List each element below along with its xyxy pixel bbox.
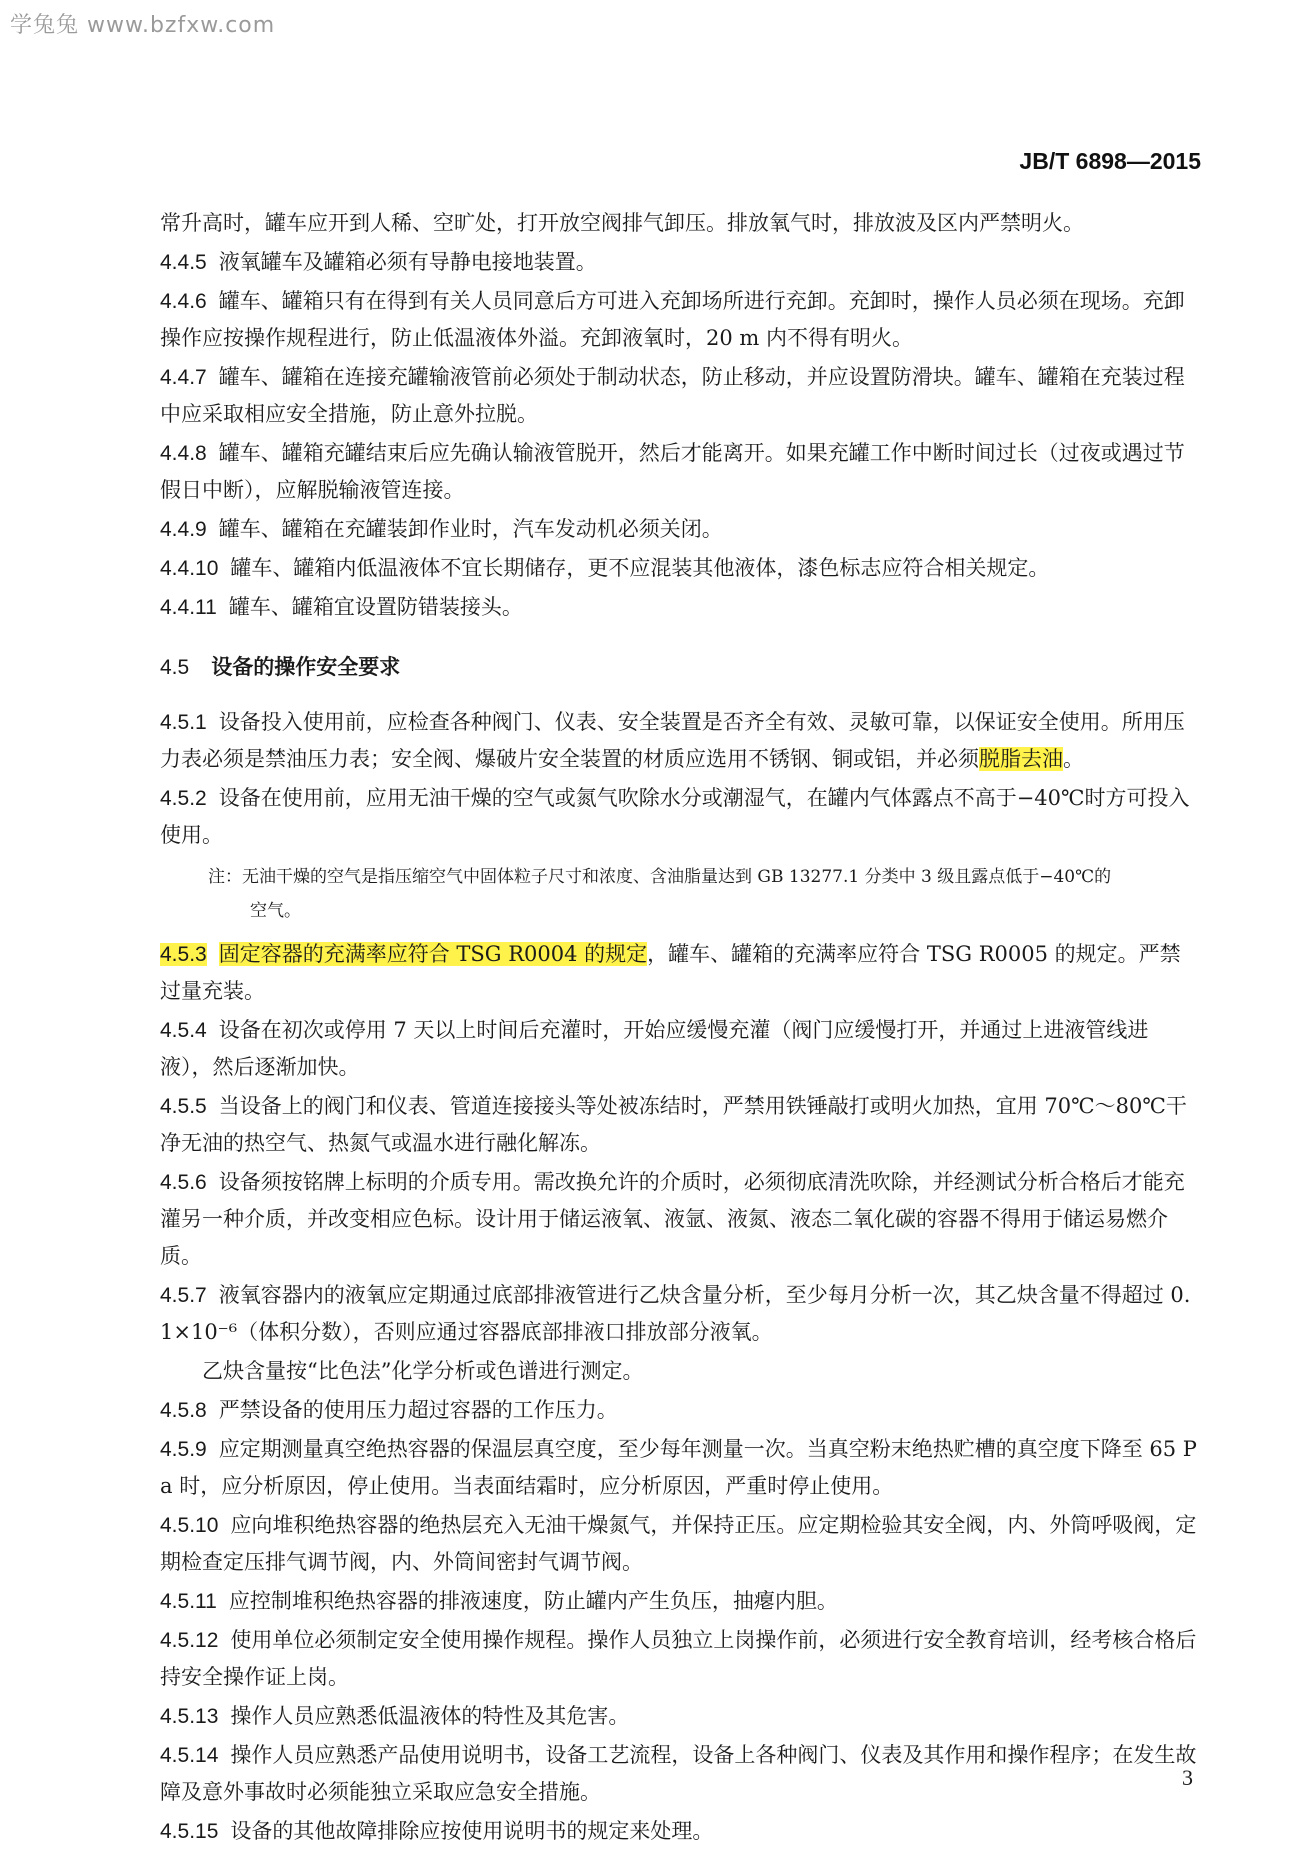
standard-code: JB/T 6898—2015 bbox=[1019, 148, 1201, 174]
clause-4-5-15: 4.5.15 设备的其他故障排除应按使用说明书的规定来处理。 bbox=[160, 1819, 714, 1843]
highlight-mark: 脱脂去油 bbox=[979, 747, 1063, 771]
clause-4-4-11: 4.4.11 罐车、罐箱宜设置防错装接头。 bbox=[160, 595, 523, 619]
section-heading-4-5: 4.5 设备的操作安全要求 bbox=[160, 654, 401, 679]
clause-4-4-8: 4.4.8 罐车、罐箱充罐结束后应先确认输液管脱开，然后才能离开。如果充罐工作中断时间过长（过夜或遇过节假日中断），应解脱输液管连接。 bbox=[160, 441, 1185, 502]
clause-4-5-7: 4.5.7 液氧容器内的液氧应定期通过底部排液管进行乙炔含量分析，至少每月分析一次，其乙炔含量不得超过 0.1×10⁻⁶（体积分数），否则应通过容器底部排液口排放部分液氧。 bbox=[160, 1283, 1191, 1344]
highlight-mark: 固定容器的充满率应符合 TSG R0004 的规定 bbox=[218, 942, 648, 966]
note: 注：无油干燥的空气是指压缩空气中固体粒子尺寸和浓度、含油脂量达到 GB 13277.1 分类中 3 级且露点低于−40℃的 空气。 bbox=[208, 867, 1112, 921]
clause-4-5-6: 4.5.6 设备须按铭牌上标明的介质专用。需改换允许的介质时，必须彻底清洗吹除，并经测试分析合格后才能充灌另一种介质，并改变相应色标。设计用于储运液氧、液氩、液氮、液态二氧化碳的容器不得用于储运易燃介质。 bbox=[160, 1170, 1185, 1268]
clause-4-4-6: 4.4.6 罐车、罐箱只有在得到有关人员同意后方可进入充卸场所进行充卸。充卸时，操作人员必须在现场。充卸操作应按操作规程进行，防止低温液体外溢。充卸液氧时，20 m 内不得有明火。 bbox=[160, 289, 1185, 350]
clause-4-5-14: 4.5.14 操作人员应熟悉产品使用说明书，设备工艺流程，设备上各种阀门、仪表及其作用和操作程序；在发生故障及意外事故时必须能独立采取应急安全措施。 bbox=[160, 1743, 1197, 1804]
clause-4-5-2: 4.5.2 设备在使用前，应用无油干燥的空气或氮气吹除水分或潮湿气，在罐内气体露点不高于−40℃时方可投入使用。 bbox=[160, 786, 1190, 847]
continued-line: 常升高时，罐车应开到人稀、空旷处，打开放空阀排气卸压。排放氧气时，排放波及区内严禁明火。 bbox=[160, 211, 1084, 235]
clause-4-5-7-continued: 乙炔含量按“比色法”化学分析或色谱进行测定。 bbox=[202, 1359, 644, 1383]
clause-4-4-9: 4.4.9 罐车、罐箱在充罐装卸作业时，汽车发动机必须关闭。 bbox=[160, 517, 723, 541]
clause-4-4-5: 4.4.5 液氧罐车及罐箱必须有导静电接地装置。 bbox=[160, 250, 597, 274]
page-number: 3 bbox=[1182, 1765, 1193, 1790]
clause-4-5-13: 4.5.13 操作人员应熟悉低温液体的特性及其危害。 bbox=[160, 1704, 630, 1728]
clause-4-4-7: 4.4.7 罐车、罐箱在连接充罐输液管前必须处于制动状态，防止移动，并应设置防滑块。罐车、罐箱在充装过程中应采取相应安全措施，防止意外拉脱。 bbox=[160, 365, 1185, 426]
clause-4-4-10: 4.4.10 罐车、罐箱内低温液体不宜长期储存，更不应混装其他液体，漆色标志应符合相关规定。 bbox=[160, 556, 1050, 580]
clause-4-5-3: 4.5.3 固定容器的充满率应符合 TSG R0004 的规定，罐车、罐箱的充满率应符合 TSG R0005 的规定。严禁过量充装。 bbox=[160, 942, 1181, 1003]
clause-4-5-1: 4.5.1 设备投入使用前，应检查各种阀门、仪表、安全装置是否齐全有效、灵敏可靠，以保证安全使用。所用压力表必须是禁油压力表；安全阀、爆破片安全装置的材质应选用不锈钢、铜或铝，并必须脱脂去油。 bbox=[160, 710, 1185, 771]
clause-4-5-11: 4.5.11 应控制堆积绝热容器的排液速度，防止罐内产生负压，抽瘪内胆。 bbox=[160, 1589, 838, 1613]
watermark: 学兔兔 www.bzfxw.com bbox=[10, 13, 276, 38]
clause-4-5-8: 4.5.8 严禁设备的使用压力超过容器的工作压力。 bbox=[160, 1398, 618, 1422]
document-body bbox=[160, 205, 1200, 1852]
note-label: 注： bbox=[208, 867, 242, 887]
clause-4-5-9: 4.5.9 应定期测量真空绝热容器的保温层真空度，至少每年测量一次。当真空粉末绝热贮槽的真空度下降至 65 Pa 时，应分析原因，停止使用。当表面结霜时，应分析原因，严重时停止使用。 bbox=[160, 1437, 1197, 1498]
clause-4-5-10: 4.5.10 应向堆积绝热容器的绝热层充入无油干燥氮气，并保持正压。应定期检验其安全阀，内、外筒呼吸阀，定期检查定压排气调节阀，内、外筒间密封气调节阀。 bbox=[160, 1513, 1197, 1574]
clause-4-5-12: 4.5.12 使用单位必须制定安全使用操作规程。操作人员独立上岗操作前，必须进行安全教育培训，经考核合格后持安全操作证上岗。 bbox=[160, 1628, 1197, 1689]
clause-4-5-4: 4.5.4 设备在初次或停用 7 天以上时间后充灌时，开始应缓慢充灌（阀门应缓慢打开，并通过上进液管线进液），然后逐渐加快。 bbox=[160, 1018, 1149, 1079]
clause-4-5-5: 4.5.5 当设备上的阀门和仪表、管道连接接头等处被冻结时，严禁用铁锤敲打或明火加热，宜用 70℃～80℃干净无油的热空气、热氮气或温水进行融化解冻。 bbox=[160, 1094, 1187, 1155]
